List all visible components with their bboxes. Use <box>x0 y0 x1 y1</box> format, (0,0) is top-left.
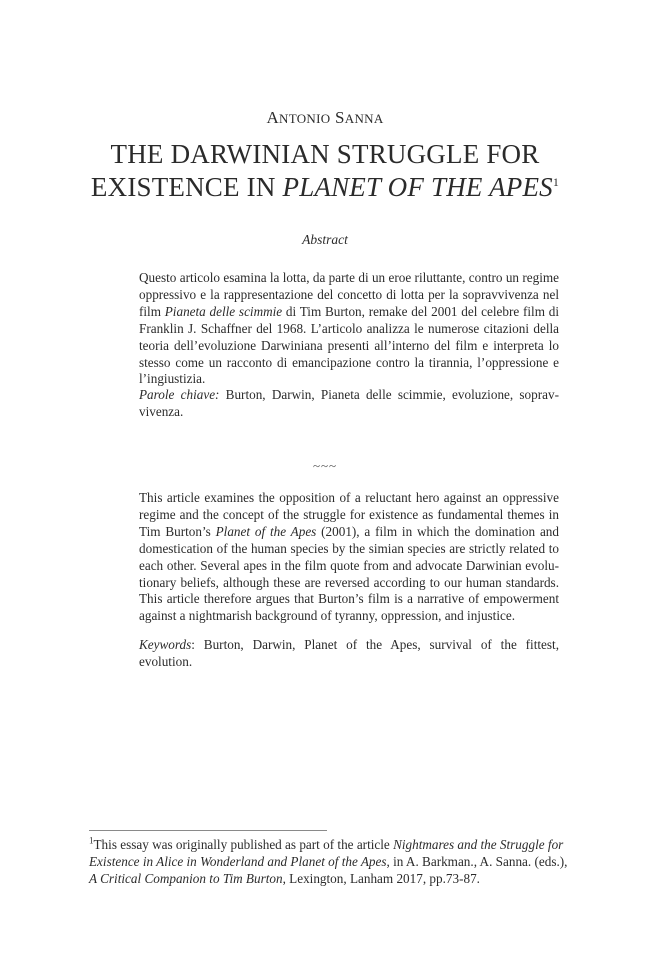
author-name <box>0 108 650 128</box>
abstract-en-film-title: Planet of the Apes <box>215 523 317 539</box>
abstract-it-part1: Questo articolo esamina la lotta, da parte di un eroe riluttante, contro un regime oppressivo e la rappresentazione del concetto di lotta per la sopravvivenza nel film <box>139 270 559 319</box>
footnote-part1: This essay was originally published as part of the article <box>93 837 394 852</box>
author-first-rest: NTONIO <box>279 111 331 126</box>
author-last-rest: ANNA <box>344 111 384 126</box>
title-film-name: PLANET OF THE APES <box>282 172 553 202</box>
footnote-article-title: Nightmares and the Struggle for Existence in Alice in Wonderland and Planet of the Apes <box>89 837 564 869</box>
abstract-heading: Abstract <box>302 232 348 247</box>
title-footnote-marker[interactable]: 1 <box>552 175 560 189</box>
author-first-initial: A <box>266 108 280 127</box>
title-line-2 <box>0 171 650 204</box>
footnote-book-title: A Critical Companion to Tim Burton <box>89 871 283 886</box>
keywords-en-label: Keywords <box>139 637 192 652</box>
abstract-it-part2: di Tim Burton, remake del 2001 del celebre film di Franklin J. Schaffner del 1968. L’articolo analizza le numerose citazioni della teoria dell’evoluzione Darwiniana presenti all’interno del film e interpreta lo stesso come un racconto di emancipazione contro la tirannia, l’oppressione e l’ingiustizia. <box>139 303 559 387</box>
footnote <box>89 836 569 887</box>
title-line-1: THE DARWINIAN STRUGGLE FOR <box>110 139 540 169</box>
article-title <box>0 138 650 204</box>
footnote-part3: , Lexington, Lanham 2017, pp.73-87. <box>282 871 480 886</box>
footnote-part2: , in A. Barkman., A. Sanna. (eds.), <box>386 854 568 869</box>
keywords-it-text: Burton, Darwin, Pianeta delle scimmie, evoluzione, sopravvivenza. <box>139 387 559 419</box>
keywords-italian <box>139 387 559 421</box>
keywords-en-text: : Burton, Darwin, Planet of the Apes, survival of the fittest, evolution. <box>139 637 559 669</box>
footnote-marker: 1 <box>89 835 94 846</box>
keywords-it-label: Parole chiave: <box>139 387 220 402</box>
footnote-divider <box>89 830 327 831</box>
title-line-2-prefix: EXISTENCE IN <box>90 172 283 202</box>
abstract-en-part1: This article examines the opposition of a reluctant hero against an oppressive regime and the concept of the struggle for existence as fundamental themes in Tim Burton’s <box>139 490 559 539</box>
keywords-english <box>139 637 559 671</box>
abstract-en-part2: (2001), a film in which the domination and domestication of the human species by the simian species are strictly related to each other. Several apes in the film quote from and advocate Darwinian evolutionary beliefs, although these are reversed according to our human standards. This article therefore argues that Burton’s film is a narrative of empowerment against a nightmarish background of tyranny, oppression, and injustice. <box>139 523 559 624</box>
abstract-english <box>139 490 559 625</box>
author-last-initial: S <box>335 108 345 127</box>
section-separator: ~~~ <box>312 458 338 473</box>
abstract-it-film-title: Pianeta delle scimmie <box>164 303 283 319</box>
abstract-italian <box>139 270 559 388</box>
